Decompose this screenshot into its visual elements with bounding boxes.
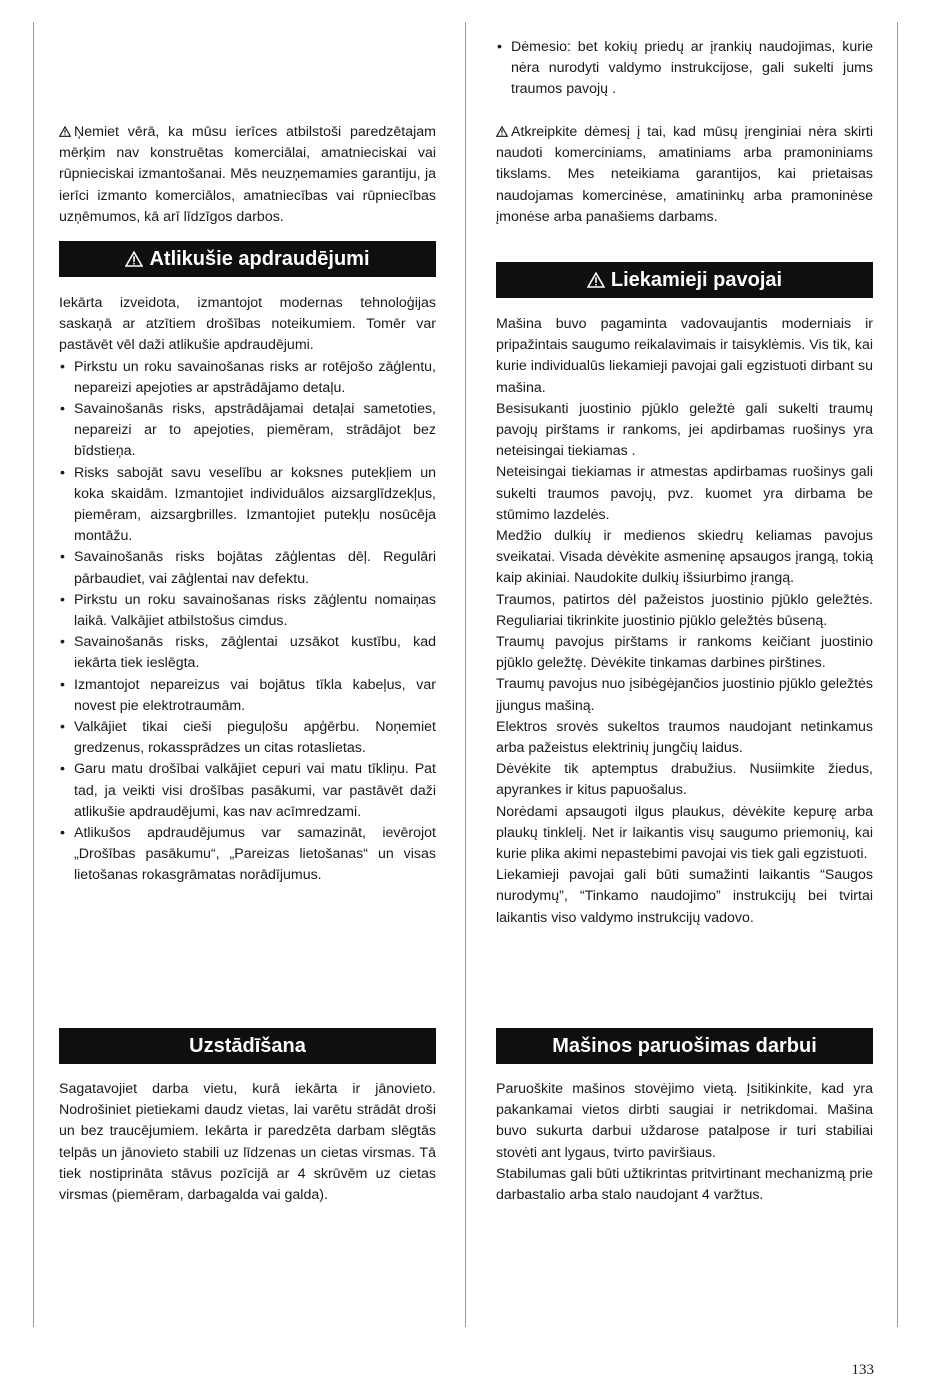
- column-divider-right: [897, 22, 898, 1327]
- right-note-text: Atkreipkite dėmesį į tai, kad mūsų įrenginiai nėra skirti naudoti komerciniams, amatiniams arba pramoniniams tikslams. Mes neteikiama garantijos, kai prietaisas naudojamas komercinėse, amatininkų arba pramoninėse įmonėse arba panašiems darbams.: [496, 124, 873, 225]
- paragraph: Traumų pavojus pirštams ir rankoms keičiant juostinio pjūklo geležtę. Dėvėkite tinkamas darbines pirštines.: [496, 634, 873, 672]
- heading-setup-lv: [59, 1028, 436, 1064]
- page-number: 133: [851, 1362, 874, 1378]
- list-item: • Garu matu drošībai valkājiet cepuri vai matu tīkliņu. Pat tad, ja veikti visi drošības pasākumi, var pastāvēt daži atlikušie apdraudējumi, kas nav acīmredzami.: [59, 759, 436, 823]
- heading-machine-prep-lt-label: Mašinos paruošimas darbui: [552, 1035, 817, 1057]
- list-item: • Atlikušos apdraudējumus var samazināt, ievērojot „Drošības pasākumu“, „Pareizas lietošanas“ un visas lietošanas rokasgrāmatas norādījumus.: [59, 823, 436, 887]
- list-item: • Savainošanās risks bojātas zāģlentas dēļ. Regulāri pārbaudiet, vai zāģlentai nav defektu.: [59, 547, 436, 589]
- paragraph: Traumų pavojus nuo įsibėgėjančios juostinio pjūklo geležtės įjungus mašiną.: [496, 676, 873, 714]
- paragraph: Norėdami apsaugoti ilgus plaukus, dėvėkite kepurę arba plaukų tinklelį. Net ir laikantis visų saugumo priemonių, kai kurie plika akimi nepastebimi pavojai vis tiek gali egzistuoti.: [496, 803, 873, 863]
- list-item: • Pirkstu un roku savainošanas risks ar rotējošo zāģlentu, nepareizi apejoties ar apstrādājamo detaļu.: [59, 357, 436, 399]
- left-residual-list: [59, 357, 436, 887]
- heading-residual-risks-lt-label: Liekamieji pavojai: [610, 269, 783, 291]
- warning-triangle-icon: [125, 251, 143, 267]
- left-residual-intro: Iekārta izveidota, izmantojot modernas tehnoloģijas saskaņā ar atzītiem drošības noteikumiem. Tomēr var pastāvēt vēl daži atlikušie apdraudējumi.: [59, 295, 436, 354]
- warning-triangle-icon: [59, 126, 71, 137]
- left-residual-section: [59, 293, 436, 887]
- list-item: • Dėmesio: bet kokių priedų ar įrankių naudojimas, kurie nėra nurodyti valdymo instrukcijose, gali sukelti jums traumos pavojų .: [496, 37, 873, 101]
- left-note-text: Ņemiet vērā, ka mūsu ierīces atbilstoši paredzētajam mērķim nav konstruētas komerciālai, amatnieciskai vai rūpnieciskai izmantošanai. Mēs neuzņemamies garantiju, ja ierīci izmanto komerciālos, amatniecības vai rūpniecības uzņēmumos, kā arī līdzīgos darbos.: [59, 124, 436, 225]
- right-residual-section: [496, 314, 873, 929]
- paragraph: Elektros srovės sukeltos traumos naudojant netinkamus arba pažeistus elektrinių jungčių laidus.: [496, 718, 873, 757]
- heading-setup-lv-label: Uzstādīšana: [189, 1035, 306, 1057]
- list-item: • Izmantojot nepareizus vai bojātus tīkla kabeļus, var novest pie elektrotraumām.: [59, 675, 436, 717]
- column-divider-left: [33, 22, 34, 1327]
- list-item: • Risks sabojāt savu veselību ar koksnes putekļiem un koka skaidām. Izmantojiet individuālos aizsarglīdzekļus, piemēram, aizsargbrilles. Izmantojiet putekļu nosūcēja montāžu.: [59, 463, 436, 548]
- warning-triangle-icon: [587, 272, 605, 288]
- paragraph: Paruoškite mašinos stovėjimo vietą. Įsitikinkite, kad yra pakankamai vietos dirbti saugiai ir netrikdomai. Mašina buvo sukurta darbui uždarose patalpose ir turi stabiliai stovėti ant lygaus, tvirto paviršiaus.: [496, 1081, 873, 1161]
- paragraph: Mašina buvo pagaminta vadovaujantis moderniais ir pripažintais saugumo reikalavimais ir taisyklėmis. Vis tik, kai kurie individualūs liekamieji pavojai gali egzistuoti dirbant su mašina.: [496, 316, 873, 396]
- paragraph: Medžio dulkių ir medienos skiedrų keliamas pavojus sveikatai. Visada dėvėkite asmeninę apsaugos įrangą, tokią kaip akiniai. Naudokite dulkių išsiurbimo įrangą.: [496, 528, 873, 587]
- left-setup-section: [59, 1079, 436, 1206]
- column-divider-center: [465, 22, 466, 1327]
- warning-triangle-icon: [496, 126, 508, 137]
- right-prep-section: [496, 1079, 873, 1206]
- right-attention-block: [496, 37, 873, 101]
- list-item: • Pirkstu un roku savainošanas risks zāģlentu nomaiņas laikā. Valkājiet atbilstošus cimdus.: [59, 590, 436, 632]
- heading-residual-risks-lv: [59, 241, 436, 277]
- right-note: [496, 122, 873, 228]
- paragraph: Besisukanti juostinio pjūklo geležtė gali sukelti traumų pavojų pirštams ir rankoms, jei apdirbamas ruošinys yra neteisingai tiekiamas .: [496, 400, 873, 460]
- paragraph: Liekamieji pavojai gali būti sumažinti laikantis “Saugos nurodymų”, “Tinkamo naudojimo” instrukcijų bei tvirtai laikantis viso valdymo instrukcijų vadovo.: [496, 867, 873, 926]
- left-setup-text: Sagatavojiet darba vietu, kurā iekārta ir jānovieto. Nodrošiniet pietiekami daudz vietas, lai varētu strādāt droši un bez traucējumiem. Iekārta ir paredzēta darbam slēgtās telpās un jānovieto stabili uz līdzenas un cietas virsmas. Tā tiek nostiprināta stāvus pozīcijā ar 4 skrūvēm uz cietas virsmas (piemēram, darbagalda vai galda).: [59, 1081, 436, 1204]
- paragraph: Dėvėkite tik aptemptus drabužius. Nusiimkite žiedus, apyrankes ir kitus papuošalus.: [496, 761, 873, 799]
- list-item: • Savainošanās risks, apstrādājamai detaļai sametoties, nepareizi ar to apejoties, piemēram, strādājot bez bīdstieņa.: [59, 399, 436, 463]
- left-note: [59, 122, 436, 228]
- list-item: • Valkājiet tikai cieši pieguļošu apģērbu. Noņemiet gredzenus, rokassprādzes un citas rotaslietas.: [59, 717, 436, 759]
- heading-residual-risks-lv-label: Atlikušie apdraudējumi: [149, 248, 370, 270]
- paragraph: Traumos, patirtos dėl pažeistos juostinio pjūklo geležtės. Reguliariai tikrinkite juostinio pjūklo geležtės būseną.: [496, 591, 873, 629]
- paragraph: Stabilumas gali būti užtikrintas pritvirtinant mechanizmą prie darbastalio arba stalo naudojant 4 varžtus.: [496, 1165, 873, 1204]
- heading-residual-risks-lt: [496, 262, 873, 298]
- paragraph: Neteisingai tiekiamas ir atmestas apdirbamas ruošinys gali sukelti traumos pavojų, pvz. kuomet yra dirbama be stūmimo lazdelės.: [496, 464, 873, 523]
- list-item: • Savainošanās risks, zāģlentai uzsākot kustību, kad iekārta tiek ieslēgta.: [59, 632, 436, 674]
- heading-machine-prep-lt: [496, 1028, 873, 1064]
